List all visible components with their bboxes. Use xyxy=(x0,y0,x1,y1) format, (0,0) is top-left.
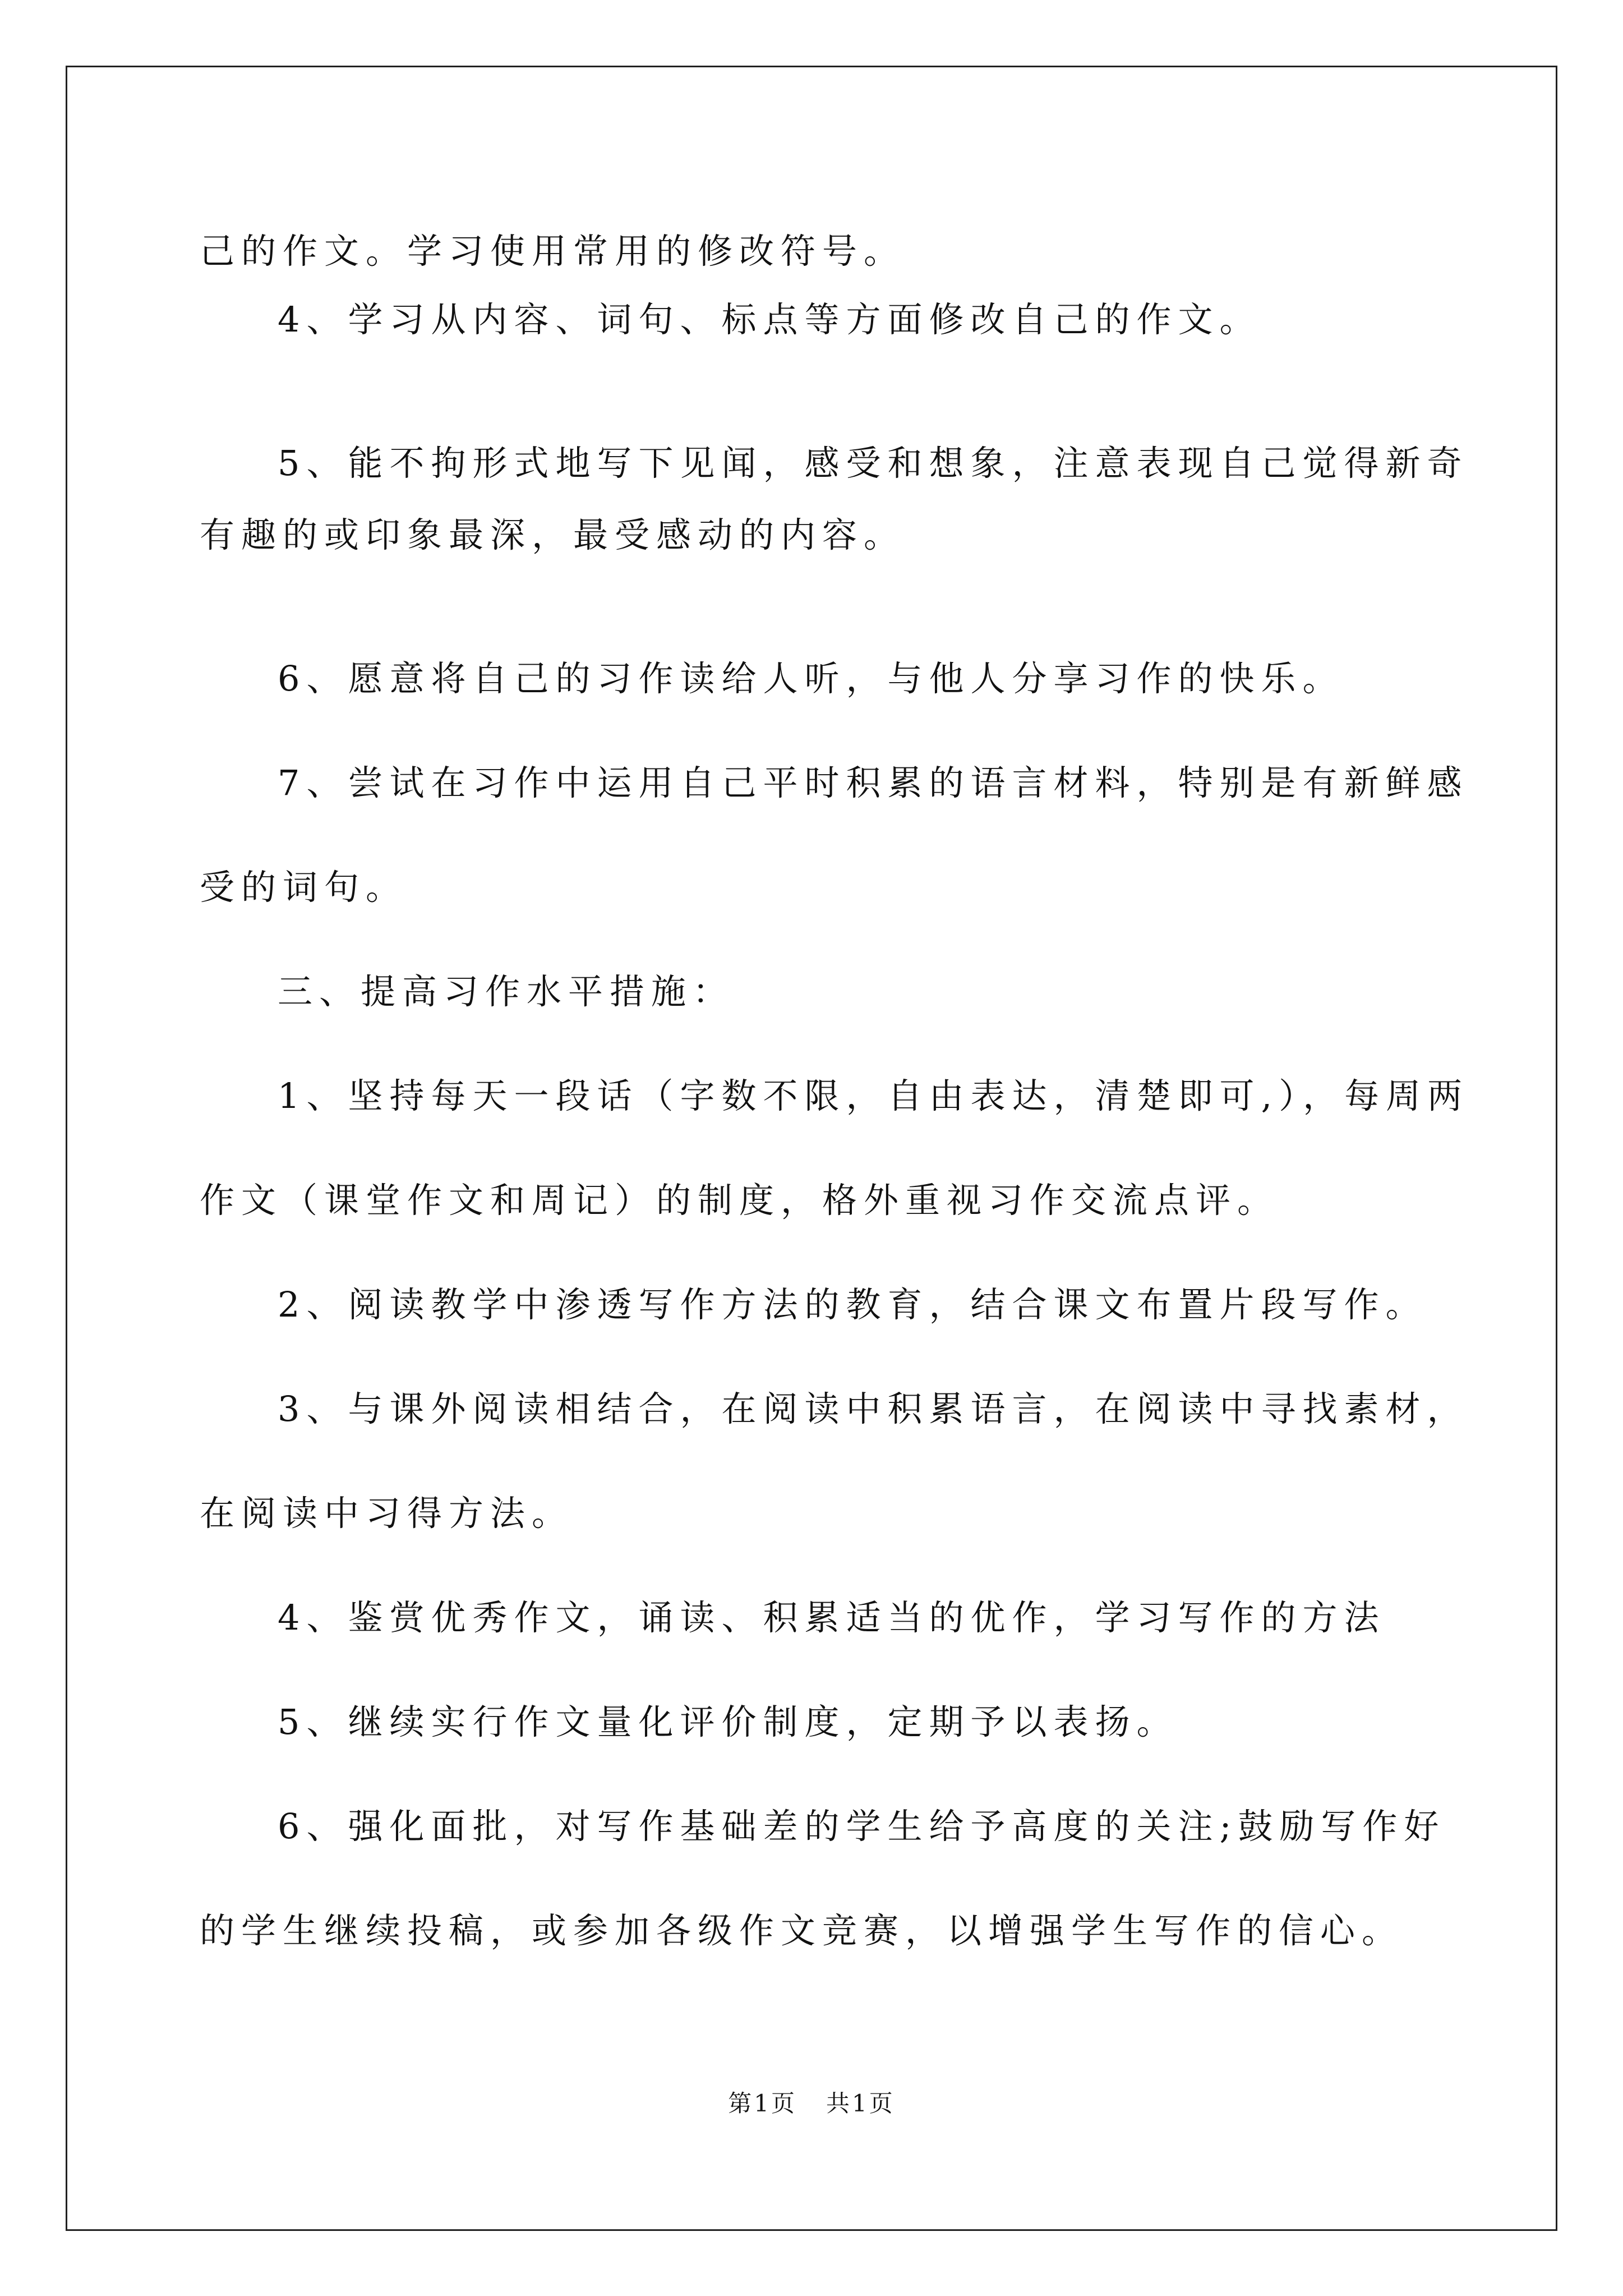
section-heading: 三、提高习作水平措施： xyxy=(278,971,735,1012)
text-line: 1、坚持每天一段话（字数不限，自由表达，清楚即可,），每周两 xyxy=(278,1075,1469,1116)
page-border xyxy=(66,66,1557,2231)
text-line: 5、继续实行作文量化评价制度，定期予以表扬。 xyxy=(278,1701,1178,1742)
text-line: 3、与课外阅读相结合，在阅读中积累语言，在阅读中寻找素材， xyxy=(278,1388,1469,1429)
text-line: 7、尝试在习作中运用自己平时积累的语言材料，特别是有新鲜感 xyxy=(278,762,1469,803)
text-line: 6、愿意将自己的习作读给人听，与他人分享习作的快乐。 xyxy=(278,658,1344,699)
page-number: 第1页 共1页 xyxy=(728,2090,895,2117)
text-line: 在阅读中习得方法。 xyxy=(200,1493,574,1534)
text-line: 的学生继续投稿，或参加各级作文竞赛，以增强学生写作的信心。 xyxy=(200,1910,1404,1951)
text-line: 5、能不拘形式地写下见闻，感受和想象，注意表现自己觉得新奇 xyxy=(278,443,1469,484)
text-line: 己的作文。学习使用常用的修改符号。 xyxy=(200,231,906,272)
text-line: 6、强化面批，对写作基础差的学生给予高度的关注;鼓励写作好 xyxy=(278,1806,1446,1847)
text-line: 2、阅读教学中渗透写作方法的教育，结合课文布置片段写作。 xyxy=(278,1284,1427,1325)
text-line: 4、学习从内容、词句、标点等方面修改自己的作文。 xyxy=(278,299,1261,340)
text-line: 4、鉴赏优秀作文，诵读、积累适当的优作，学习写作的方法 xyxy=(278,1597,1386,1638)
text-line: 作文（课堂作文和周记）的制度，格外重视习作交流点评。 xyxy=(200,1180,1279,1221)
text-line: 有趣的或印象最深，最受感动的内容。 xyxy=(200,514,906,555)
text-line: 受的词句。 xyxy=(200,867,408,908)
